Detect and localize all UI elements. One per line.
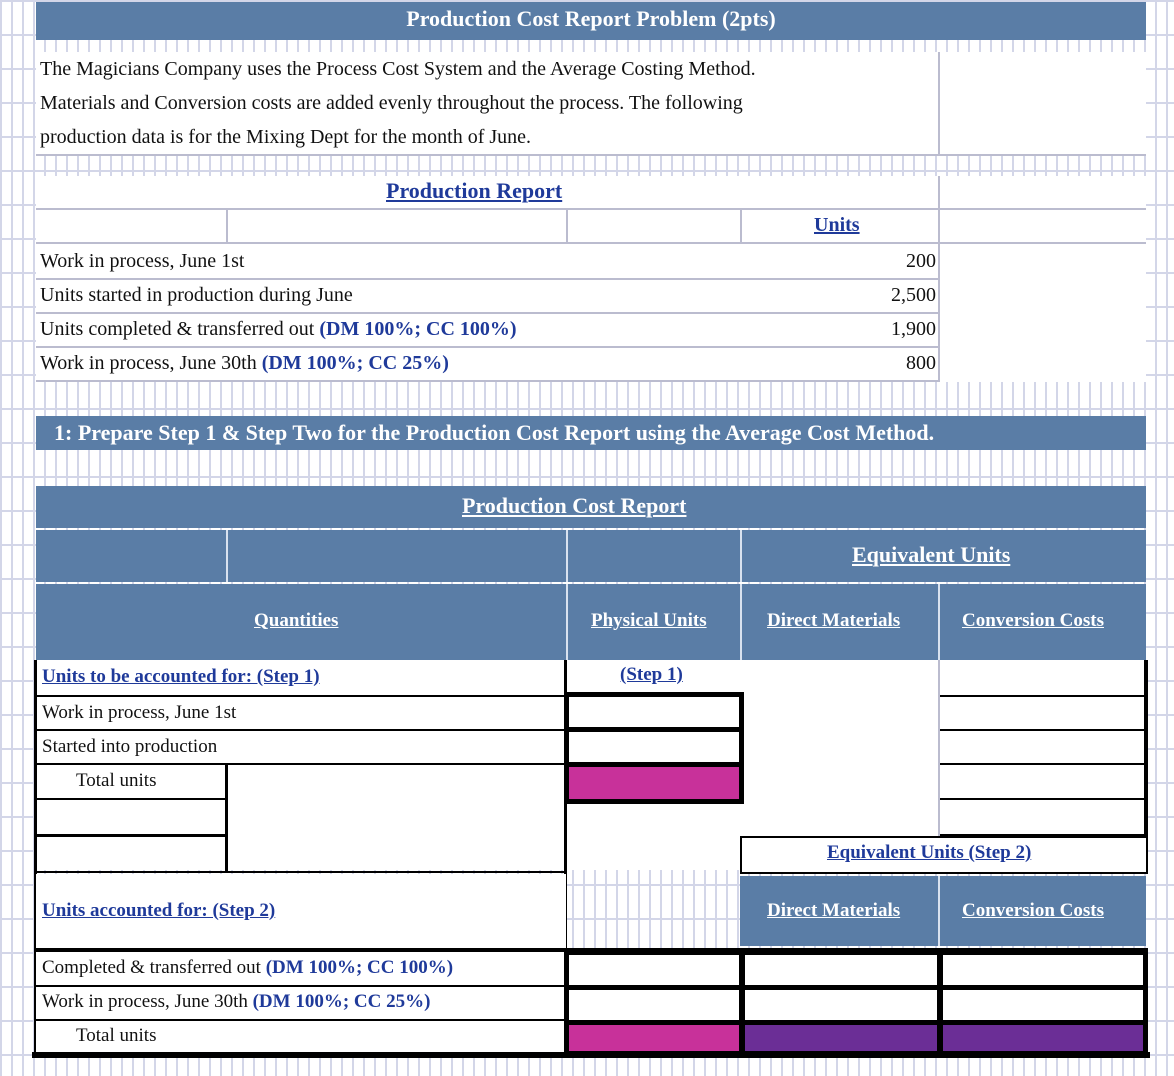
cc-wip-june30-input[interactable] <box>938 985 1148 1025</box>
pr-row-value: 2,500 <box>891 284 936 306</box>
completed-label <box>42 957 453 979</box>
step1-tag: (Step 1) <box>620 664 683 685</box>
units-header: Units <box>814 214 860 236</box>
step2-col-direct-materials: Direct Materials <box>767 900 901 921</box>
task-text: 1: Prepare Step 1 & Step Two for the Production Cost Report using the Average Cost Method. <box>54 420 935 445</box>
dm-wip-june30-input[interactable] <box>740 985 942 1025</box>
wip-june30-note: (DM 100%; CC 25%) <box>252 991 431 1012</box>
cc-completed-input[interactable] <box>938 950 1148 990</box>
physical-units-total-input[interactable] <box>564 762 744 804</box>
total-units-label: Total units <box>76 770 157 791</box>
intro-line-2: Materials and Conversion costs are added evenly throughout the process. The following <box>40 92 743 114</box>
wip-june30-label-text: Work in process, June 30th <box>42 991 253 1012</box>
pr-row-value: 200 <box>906 250 936 272</box>
wip-june30-label <box>42 991 430 1013</box>
pr-row-note: (DM 100%; CC 25%) <box>261 352 449 374</box>
pr-row-value: 800 <box>906 352 936 374</box>
physical-units-started-input[interactable] <box>564 727 744 767</box>
page-title: Production Cost Report Problem (2pts) <box>406 6 776 31</box>
pr-row-label: Work in process, June 1st <box>40 250 245 272</box>
total-units-2-label: Total units <box>76 1025 157 1046</box>
wip-june1-label: Work in process, June 1st <box>42 702 237 723</box>
dm-completed-input[interactable] <box>740 950 942 990</box>
step1-label: Units to be accounted for: (Step 1) <box>42 666 320 687</box>
pr-row-label-text: Work in process, June 30th <box>40 352 262 374</box>
physical-units-wip-june1-input[interactable] <box>564 692 744 732</box>
physical-units-wip-june30-input[interactable] <box>564 985 744 1025</box>
pr-row-value: 1,900 <box>891 318 936 340</box>
dm-total-input[interactable] <box>740 1020 942 1056</box>
col-header-quantities: Quantities <box>254 610 339 631</box>
completed-label-text: Completed & transferred out <box>42 957 266 978</box>
intro-line-3: production data is for the Mixing Dept for the month of June. <box>40 126 532 148</box>
col-header-conversion-costs: Conversion Costs <box>962 610 1104 631</box>
production-report-title: Production Report <box>386 178 563 203</box>
eq-units-step2-label: Equivalent Units (Step 2) <box>827 842 1032 863</box>
pr-row-note: (DM 100%; CC 100%) <box>319 318 517 340</box>
cost-report-title: Production Cost Report <box>462 493 687 518</box>
physical-units-total-2-input[interactable] <box>564 1020 744 1056</box>
intro-line-1: The Magicians Company uses the Process Cost System and the Average Costing Method. <box>40 58 756 80</box>
pr-row-label: Units started in production during June <box>40 284 353 306</box>
pr-row-label-text: Units completed & transferred out <box>40 318 320 340</box>
cc-total-input[interactable] <box>938 1020 1148 1056</box>
equivalent-units-header: Equivalent Units <box>852 542 1011 567</box>
completed-note: (DM 100%; CC 100%) <box>265 957 454 978</box>
started-label: Started into production <box>42 736 218 757</box>
col-header-physical-units: Physical Units <box>591 610 707 631</box>
step2-label: Units accounted for: (Step 2) <box>42 900 276 921</box>
pr-row-label <box>40 352 449 375</box>
pr-row-label <box>40 318 517 341</box>
col-header-direct-materials: Direct Materials <box>767 610 901 631</box>
physical-units-completed-input[interactable] <box>564 950 744 990</box>
step2-col-conversion-costs: Conversion Costs <box>962 900 1104 921</box>
